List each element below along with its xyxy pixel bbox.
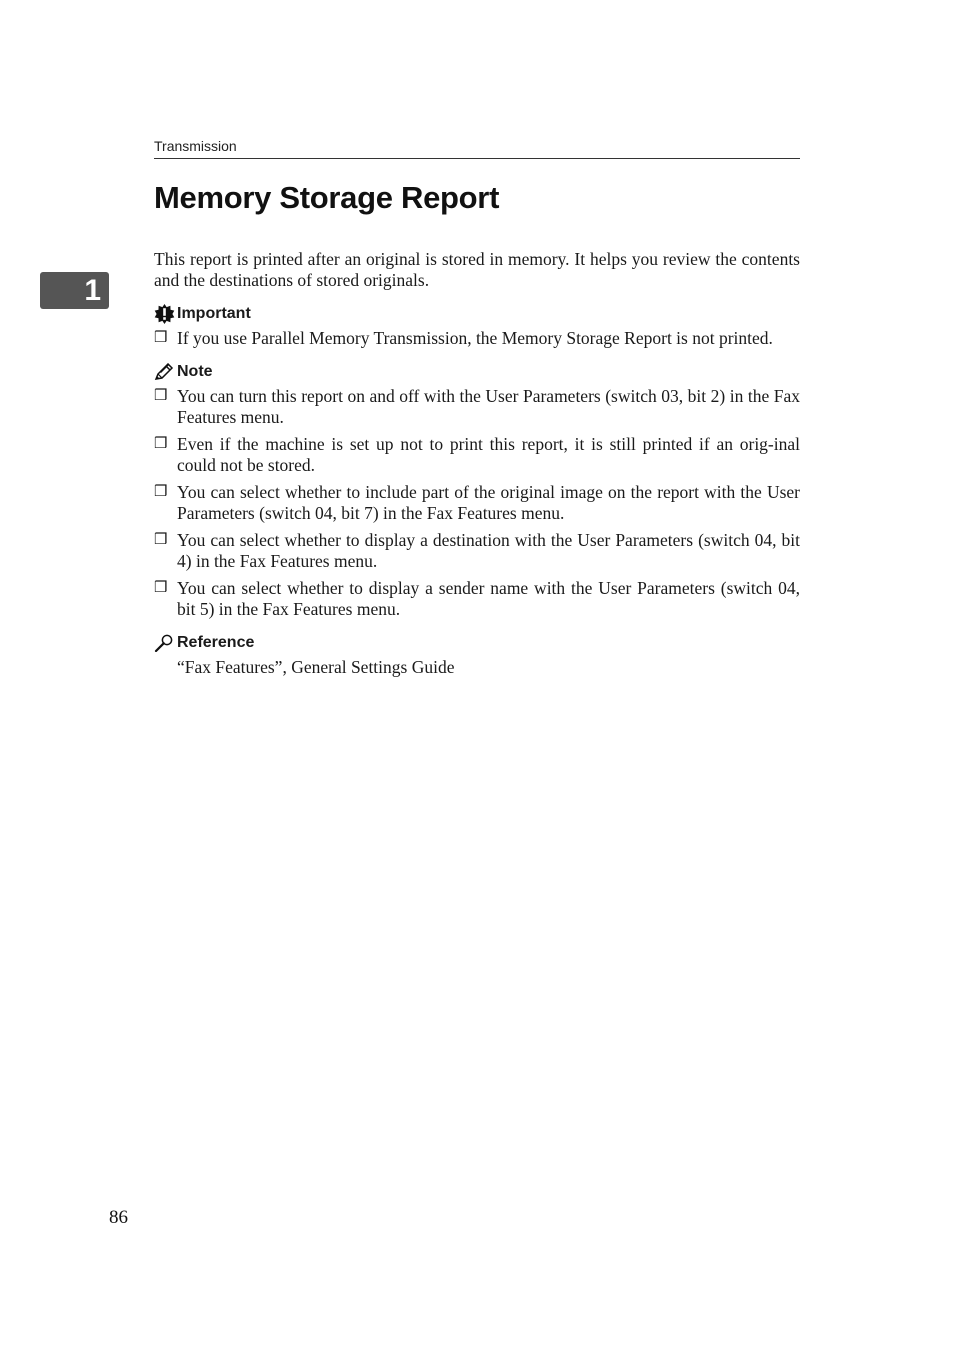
note-item	[154, 482, 800, 524]
page-number: 86	[109, 1207, 128, 1228]
note-heading	[154, 362, 800, 382]
page-title: Memory Storage Report	[154, 180, 500, 215]
checkbox-icon: ❒	[154, 436, 168, 452]
checkbox-icon: ❒	[154, 580, 168, 596]
pencil-icon	[154, 362, 177, 382]
main-content	[154, 249, 800, 678]
note-item-text: Even if the machine is set up not to print this report, it is still printed if an orig-inal could not be stored.	[177, 434, 800, 475]
running-header: Transmission	[154, 138, 237, 154]
checkbox-icon: ❒	[154, 532, 168, 548]
magnifier-icon	[154, 633, 177, 653]
note-item	[154, 578, 800, 620]
note-item	[154, 530, 800, 572]
important-heading	[154, 304, 800, 324]
reference-link[interactable]: “Fax Features”, General Settings Guide	[177, 657, 455, 677]
chapter-tab: 1	[40, 272, 109, 309]
header-rule	[154, 158, 800, 159]
important-item-text: If you use Parallel Memory Transmission, the Memory Storage Report is not printed.	[177, 328, 773, 348]
reference-heading	[154, 633, 800, 653]
checkbox-icon: ❒	[154, 388, 168, 404]
reference-heading-label: Reference	[177, 634, 255, 651]
note-item	[154, 434, 800, 476]
intro-paragraph: This report is printed after an original is stored in memory. It helps you review the contents and the destinations of stored originals.	[154, 249, 800, 290]
checkbox-icon: ❒	[154, 484, 168, 500]
note-item-text: You can turn this report on and off with the User Parameters (switch 03, bit 2) in the Fax Features menu.	[177, 386, 800, 427]
important-heading-label: Important	[177, 305, 251, 322]
note-item	[154, 386, 800, 428]
checkbox-icon: ❒	[154, 330, 168, 346]
important-item	[154, 328, 800, 349]
important-icon	[154, 304, 177, 324]
note-item-text: You can select whether to display a destination with the User Parameters (switch 04, bit 4) in the Fax Features menu.	[177, 530, 800, 571]
note-item-text: You can select whether to display a sender name with the User Parameters (switch 04, bit 5) in the Fax Features menu.	[177, 578, 800, 619]
note-item-text: You can select whether to include part of the original image on the report with the User Parameters (switch 04, bit 7) in the Fax Features menu.	[177, 482, 800, 523]
note-heading-label: Note	[177, 363, 213, 380]
